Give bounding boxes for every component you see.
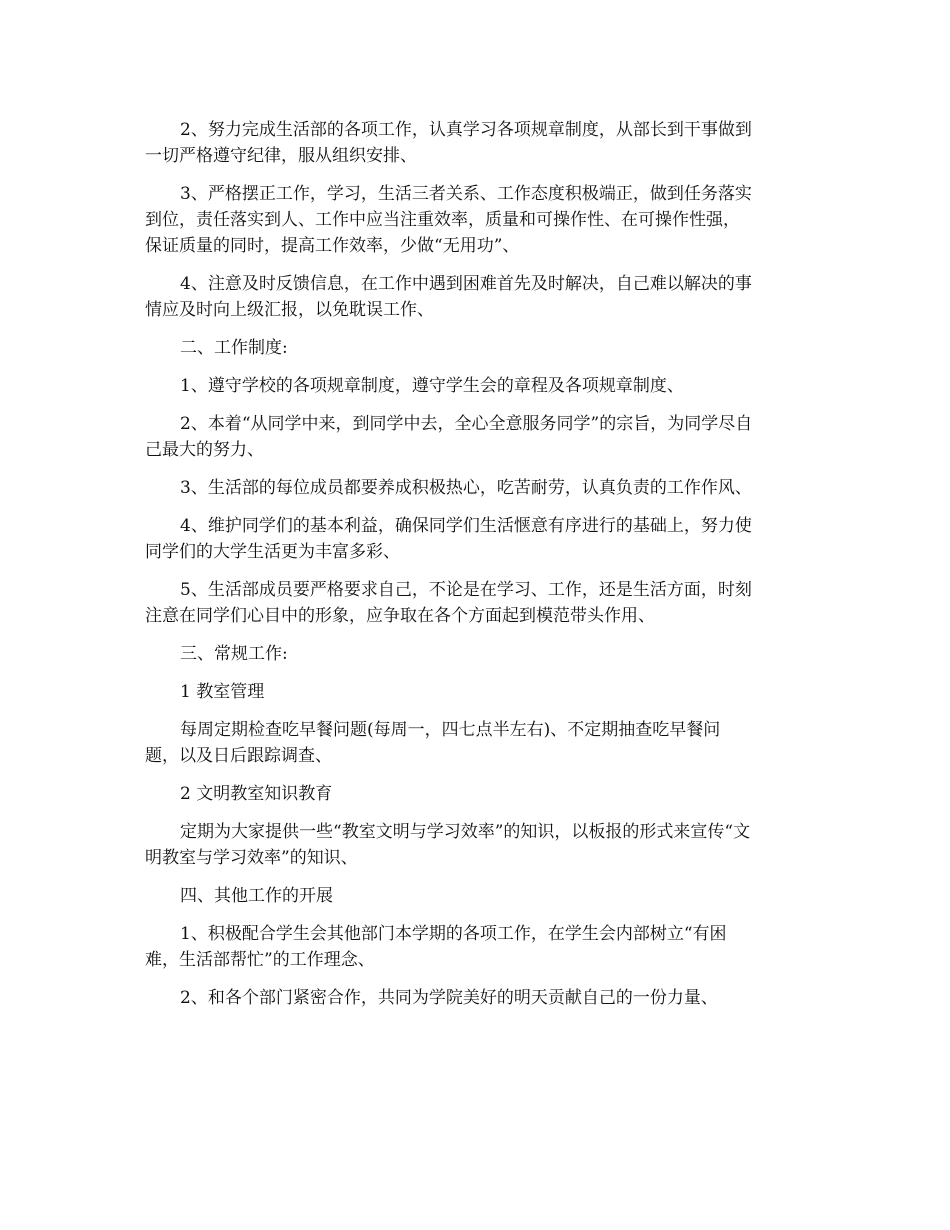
paragraph-line: 同学们的大学生活更为丰富多彩、 (145, 542, 400, 562)
paragraph-line: 己最大的努力、 (145, 440, 264, 460)
paragraph-line: 1、积极配合学生会其他部门本学期的各项工作，在学生会内部树立“有困 (180, 924, 727, 944)
paragraph-line: 3、生活部的每位成员都要养成积极热心，吃苦耐劳，认真负责的工作作风、 (180, 478, 752, 498)
paragraph-line: 4、注意及时反馈信息，在工作中遇到困难首先及时解决，自己难以解决的事 (180, 274, 752, 294)
paragraph-line: 2、努力完成生活部的各项工作，认真学习各项规章制度，从部长到干事做到 (180, 120, 752, 140)
paragraph-line: 每周定期检查吃早餐问题(每周一，四七点半左右)、不定期抽查吃早餐问 (180, 720, 721, 740)
subsection-heading: 2 文明教室知识教育 (180, 784, 333, 804)
paragraph-line: 2、和各个部门紧密合作，共同为学院美好的明天贡献自己的一份力量、 (180, 988, 718, 1008)
paragraph-line: 题，以及日后跟踪调查、 (145, 746, 332, 766)
section-heading: 四、其他工作的开展 (180, 886, 333, 906)
paragraph-line: 2、本着“从同学中来，到同学中去，全心全意服务同学”的宗旨，为同学尽自 (180, 414, 753, 434)
section-heading: 二、工作制度: (180, 338, 288, 358)
section-heading: 三、常规工作: (180, 644, 288, 664)
paragraph-line: 到位，责任落实到人、工作中应当注重效率，质量和可操作性、在可操作性强， (145, 210, 740, 230)
paragraph-line: 明教室与学习效率”的知识、 (145, 848, 358, 868)
paragraph-line: 情应及时向上级汇报，以免耽误工作、 (145, 300, 434, 320)
paragraph-line: 3、严格摆正工作，学习，生活三者关系、工作态度积极端正，做到任务落实 (180, 184, 752, 204)
paragraph-line: 5、生活部成员要严格要求自己，不论是在学习、工作，还是生活方面，时刻 (180, 580, 752, 600)
paragraph-line: 注意在同学们心目中的形象，应争取在各个方面起到模范带头作用、 (145, 606, 655, 626)
paragraph-line: 一切严格遵守纪律，服从组织安排、 (145, 146, 417, 166)
paragraph-line: 难，生活部帮忙”的工作理念、 (145, 950, 375, 970)
paragraph-line: 4、维护同学们的基本利益，确保同学们生活惬意有序进行的基础上，努力使 (180, 516, 752, 536)
paragraph-line: 1、遵守学校的各项规章制度，遵守学生会的章程及各项规章制度、 (180, 376, 684, 396)
paragraph-line: 保证质量的同时，提高工作效率，少做“无用功”、 (145, 236, 520, 256)
document-body (145, 117, 810, 1011)
paragraph-line: 定期为大家提供一些“教室文明与学习效率”的知识，以板报的形式来宣传“文 (180, 822, 751, 842)
subsection-heading: 1 教室管理 (180, 682, 265, 702)
